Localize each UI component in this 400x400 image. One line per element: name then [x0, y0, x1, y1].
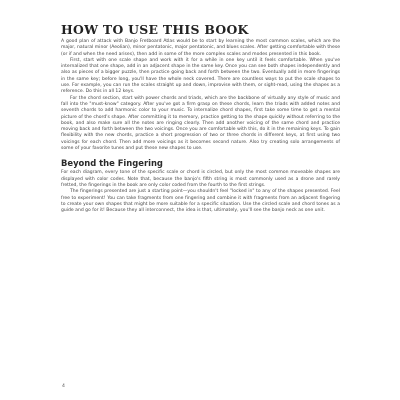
section-heading: Beyond the Fingering [61, 158, 163, 169]
page-title: HOW TO USE THIS BOOK [61, 22, 249, 37]
body-paragraph: A good plan of attack with Banjo Fretboard Atlas would be to start by learning the most common scales, which are the major, natural minor (Aeolian), minor pentatonic, major pentatonic, and blues scales. After getting comfortable with these (or if and when the need arises), then add in some of the more complex scales and modes presented in this book. [61, 39, 340, 57]
body-paragraph: For each diagram, every tone of the specific scale or chord is circled, but only the most common moveable shapes are displayed with color codes. Note that, because the banjo's fifth string is most commonly used as a drone and rarely fretted, the fingerings in the book are only color coded from the fourth to the first strings. [61, 170, 340, 188]
body-paragraph: First, start with one scale shape and work with it for a while in one key until it feels comfortable. When you've internalized that one shape, add in an adjacent shape in the same key. Once you can see both shapes independently and also as pieces of a bigger puzzle, then practice going back and forth between the two. Eventually add in more fingerings in the same key; before long, you'll have the whole neck covered. There are countless ways to put the scale shapes to use. For example, you can run the scales straight up and down, improvise with them, or sight-read, using the shapes as a reference. Do this in all 12 keys. [61, 57, 340, 95]
page-content [61, 22, 340, 214]
body-paragraph: The fingerings presented are just a starting point—you shouldn't feel "locked in" to any of the shapes presented. Feel free to experiment! You can take fragments from one fingering and combine it with fragments from an adjacent fingering to create your own shapes that might be more suitable for a specific situation. Use the circled scale and chord tones as a guide and go for it! Because they all interconnect, the idea is that, ultimately, you'll see the banjo neck as one unit. [61, 189, 340, 214]
body-paragraph: For the chord section, start with power chords and triads, which are the backbone of virtually any style of music and fall into the "must-know" category. After you've got a firm grasp on these chords, learn the triads with added notes and seventh chords to add harmonic color to your music. To internalize chord shapes, first take some time to get a mental picture of the chord's shape. After committing it to memory, practice getting to the shape quickly without referring to the book, and also make sure all the notes are ringing clearly. Then add another voicing of the same chord and practice moving back and forth between the two voicings. Once you are comfortable with this, do it in the remaining keys. To gain flexibility with the new chords, practice a short progression of two or three chords in different keys, at first using two voicings for each chord. Then add more voicings as it becomes second nature. Also try creating solo arrangements of some of your favorite tunes and put these new shapes to use. [61, 95, 340, 152]
page-number: 4 [62, 384, 65, 389]
